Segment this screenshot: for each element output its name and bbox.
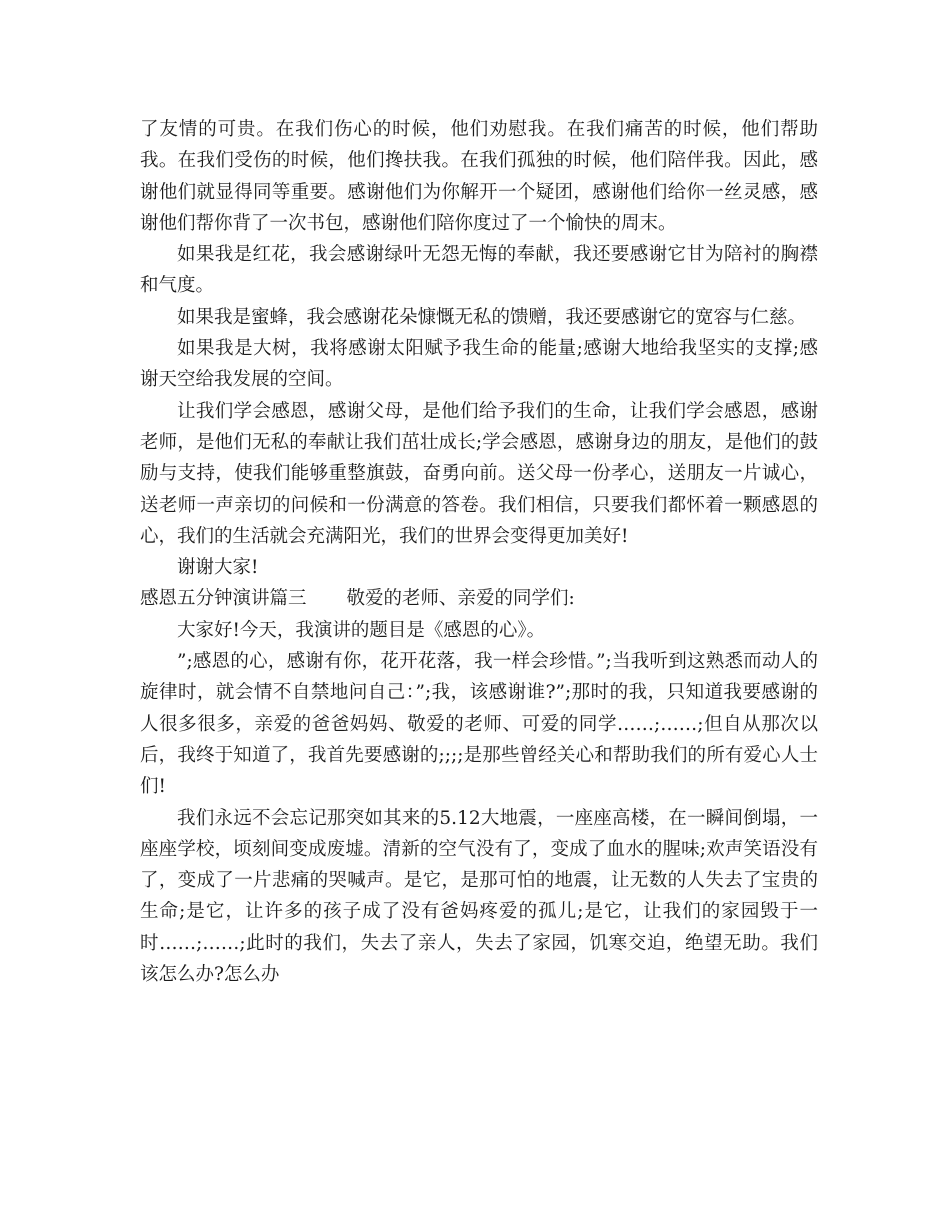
paragraph-tree: 如果我是大树，我将感谢太阳赋予我生命的能量;感谢大地给我坚实的支撑;感谢天空给我发展的空间。 [140, 338, 818, 391]
section-title: 感恩五分钟演讲篇三 [140, 588, 307, 610]
paragraph-bee: 如果我是蜜蜂，我会感谢花朵慷慨无私的馈赠，我还要感谢它的宽容与仁慈。 [177, 306, 807, 328]
section-heading [140, 583, 818, 614]
paragraph-friendship: 了友情的可贵。在我们伤心的时候，他们劝慰我。在我们痛苦的时候，他们帮助我。在我们受伤的时候，他们搀扶我。在我们孤独的时候，他们陪伴我。因此，感谢他们就显得同等重要。感谢他们为你解开一个疑团，感谢他们给你一丝灵感，感谢他们帮你背了一次书包，感谢他们陪你度过了一个愉快的周末。 [140, 119, 818, 234]
paragraph-grateful-heart: ”;感恩的心，感谢有你，花开花落，我一样会珍惜。”;当我听到这熟悉而动人的旋律时，就会情不自禁地问自己：”;我，该感谢谁?”;那时的我，只知道我要感谢的人很多很多，亲爱的爸爸妈妈、敬爱的老师、可爱的同学……;……;但自从那次以后，我终于知道了，我首先要感谢的;;;;是那些曾经关心和帮助我们的所有爱心人士们! [140, 651, 818, 798]
paragraph-thanks: 谢谢大家! [177, 557, 259, 579]
paragraph-earthquake: 我们永远不会忘记那突如其来的5.12大地震，一座座高楼，在一瞬间倒塌，一座座学校，顷刻间变成废墟。清新的空气没有了，变成了血水的腥味;欢声笑语没有了，变成了一片悲痛的哭喊声。是它，是那可怕的地震，让无数的人失去了宝贵的生命;是它，让许多的孩子成了没有爸妈疼爱的孤儿;是它，让我们的家园毁于一时……;……;此时的我们，失去了亲人，失去了家园，饥寒交迫，绝望无助。我们该怎么办?怎么办 [140, 807, 818, 986]
paragraph-greeting: 大家好!今天，我演讲的题目是《感恩的心》。 [177, 619, 546, 641]
section-salutation: 敬爱的老师、亲爱的同学们: [346, 588, 575, 610]
paragraph-learn-gratitude: 让我们学会感恩，感谢父母，是他们给予我们的生命，让我们学会感恩，感谢老师，是他们无私的奉献让我们茁壮成长;学会感恩，感谢身边的朋友，是他们的鼓励与支持，使我们能够重整旗鼓，奋勇向前。送父母一份孝心，送朋友一片诚心，送老师一声亲切的问候和一份满意的答卷。我们相信，只要我们都怀着一颗感恩的心，我们的生活就会充满阳光，我们的世界会变得更加美好! [140, 400, 818, 547]
paragraph-red-flower: 如果我是红花，我会感谢绿叶无怨无悔的奉献，我还要感谢它甘为陪衬的胸襟和气度。 [140, 244, 818, 297]
